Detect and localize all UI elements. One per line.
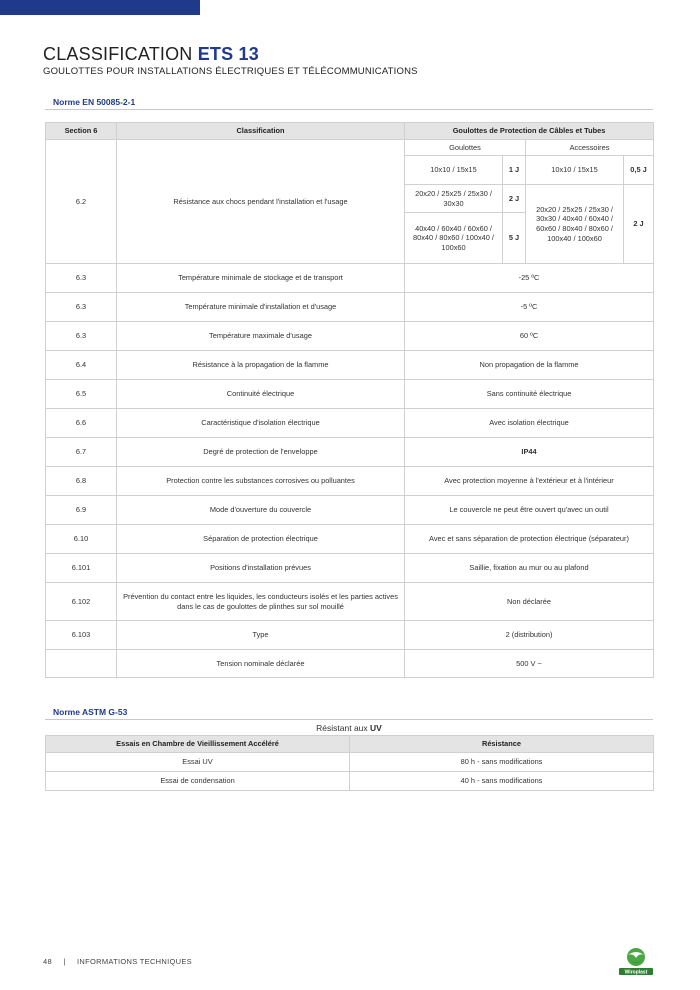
uv-caption bbox=[45, 723, 653, 733]
header-classification: Classification bbox=[117, 123, 405, 140]
row-section: 6.6 bbox=[46, 409, 117, 438]
page-title bbox=[43, 44, 259, 65]
row-classification: Positions d'installation prévues bbox=[117, 554, 405, 583]
accessoire-size-1: 10x10 / 15x15 bbox=[526, 156, 624, 185]
row-value: Saillie, fixation au mur ou au plafond bbox=[405, 554, 654, 583]
norm-en-label: Norme EN 50085-2-1 bbox=[53, 97, 136, 107]
row-value: Non propagation de la flamme bbox=[405, 351, 654, 380]
goulotte-energy-3: 5 J bbox=[503, 213, 526, 264]
row-section: 6.8 bbox=[46, 467, 117, 496]
row-classification: Continuité électrique bbox=[117, 380, 405, 409]
uv-test-name: Essai de condensation bbox=[46, 772, 350, 791]
header-resistance: Résistance bbox=[350, 736, 654, 753]
row-value: 60 ºC bbox=[405, 322, 654, 351]
row-classification: Caractéristique d'isolation électrique bbox=[117, 409, 405, 438]
row-classification: Prévention du contact entre les liquides, les conducteurs isolés et les parties actives dans le cas de goulottes de plinthes sur sol mouillé bbox=[117, 583, 405, 621]
page-subtitle: GOULOTTES POUR INSTALLATIONS ÉLECTRIQUES ET TÉLÉCOMMUNICATIONS bbox=[43, 66, 418, 77]
row-classification: Mode d'ouverture du couvercle bbox=[117, 496, 405, 525]
goulotte-energy-1: 1 J bbox=[503, 156, 526, 185]
uv-test-result: 40 h - sans modifications bbox=[350, 772, 654, 791]
row-section: 6.4 bbox=[46, 351, 117, 380]
row-value: IP44 bbox=[405, 438, 654, 467]
row62-section: 6.2 bbox=[46, 140, 117, 264]
page-number: 48 bbox=[43, 957, 52, 966]
subheader-goulottes: Goulottes bbox=[405, 140, 526, 156]
row-classification: Température minimale de stockage et de transport bbox=[117, 264, 405, 293]
title-accent: ETS 13 bbox=[197, 44, 259, 64]
norm-en-divider bbox=[45, 109, 653, 110]
row-value: Sans continuité électrique bbox=[405, 380, 654, 409]
norm-astm-divider bbox=[45, 719, 653, 720]
row-classification: Tension nominale déclarée bbox=[117, 650, 405, 678]
row-section: 6.9 bbox=[46, 496, 117, 525]
row-classification: Résistance à la propagation de la flamme bbox=[117, 351, 405, 380]
row-section: 6.7 bbox=[46, 438, 117, 467]
row-section: 6.101 bbox=[46, 554, 117, 583]
norm-astm-label: Norme ASTM G-53 bbox=[53, 707, 128, 717]
footer-section: INFORMATIONS TECHNIQUES bbox=[76, 957, 192, 966]
row-section: 6.10 bbox=[46, 525, 117, 554]
row-section: 6.5 bbox=[46, 380, 117, 409]
row-value: -5 ºC bbox=[405, 293, 654, 322]
uv-caption-bold: UV bbox=[370, 723, 382, 733]
wiroplast-logo bbox=[617, 946, 655, 976]
row-value: Avec isolation électrique bbox=[405, 409, 654, 438]
classification-table bbox=[45, 122, 654, 678]
row-classification: Protection contre les substances corrosives ou polluantes bbox=[117, 467, 405, 496]
row-value: 500 V ~ bbox=[405, 650, 654, 678]
row-value: Avec protection moyenne à l'extérieur et à l'intérieur bbox=[405, 467, 654, 496]
header-section: Section 6 bbox=[46, 123, 117, 140]
row-value: Le couvercle ne peut être ouvert qu'avec un outil bbox=[405, 496, 654, 525]
goulotte-size-3: 40x40 / 60x40 / 60x60 / 80x40 / 80x60 / 100x40 / 100x60 bbox=[405, 213, 503, 264]
page-footer bbox=[43, 957, 192, 966]
row-section bbox=[46, 650, 117, 678]
goulotte-size-2: 20x20 / 25x25 / 25x30 / 30x30 bbox=[405, 185, 503, 213]
uv-caption-prefix: Résistant aux bbox=[316, 723, 371, 733]
row-section: 6.3 bbox=[46, 322, 117, 351]
row-classification: Température maximale d'usage bbox=[117, 322, 405, 351]
row-section: 6.102 bbox=[46, 583, 117, 621]
accessoire-energy-1: 0,5 J bbox=[624, 156, 654, 185]
uv-table bbox=[45, 735, 654, 791]
goulotte-energy-2: 2 J bbox=[503, 185, 526, 213]
title-main: CLASSIFICATION bbox=[43, 44, 193, 64]
uv-test-result: 80 h - sans modifications bbox=[350, 753, 654, 772]
row62-classification: Résistance aux chocs pendant l'installation et l'usage bbox=[117, 140, 405, 264]
goulotte-size-1: 10x10 / 15x15 bbox=[405, 156, 503, 185]
header-tests: Essais en Chambre de Vieillissement Accéléré bbox=[46, 736, 350, 753]
row-classification: Type bbox=[117, 621, 405, 650]
row-value: 2 (distribution) bbox=[405, 621, 654, 650]
accessoire-size-2: 20x20 / 25x25 / 25x30 / 30x30 / 40x40 / 60x40 / 60x60 / 80x40 / 80x60 / 100x40 / 100x60 bbox=[526, 185, 624, 264]
uv-test-name: Essai UV bbox=[46, 753, 350, 772]
top-accent-bar bbox=[0, 0, 200, 15]
row-value: Non déclarée bbox=[405, 583, 654, 621]
row-section: 6.3 bbox=[46, 293, 117, 322]
row-section: 6.103 bbox=[46, 621, 117, 650]
row-classification: Séparation de protection électrique bbox=[117, 525, 405, 554]
row-value: -25 ºC bbox=[405, 264, 654, 293]
footer-separator: | bbox=[63, 957, 66, 966]
row-classification: Degré de protection de l'enveloppe bbox=[117, 438, 405, 467]
logo-text: Wiroplast bbox=[624, 969, 648, 976]
accessoire-energy-2: 2 J bbox=[624, 185, 654, 264]
subheader-accessoires: Accessoires bbox=[526, 140, 654, 156]
row-value: Avec et sans séparation de protection électrique (séparateur) bbox=[405, 525, 654, 554]
row-classification: Température minimale d'installation et d'usage bbox=[117, 293, 405, 322]
header-protection: Goulottes de Protection de Câbles et Tubes bbox=[405, 123, 654, 140]
row-section: 6.3 bbox=[46, 264, 117, 293]
